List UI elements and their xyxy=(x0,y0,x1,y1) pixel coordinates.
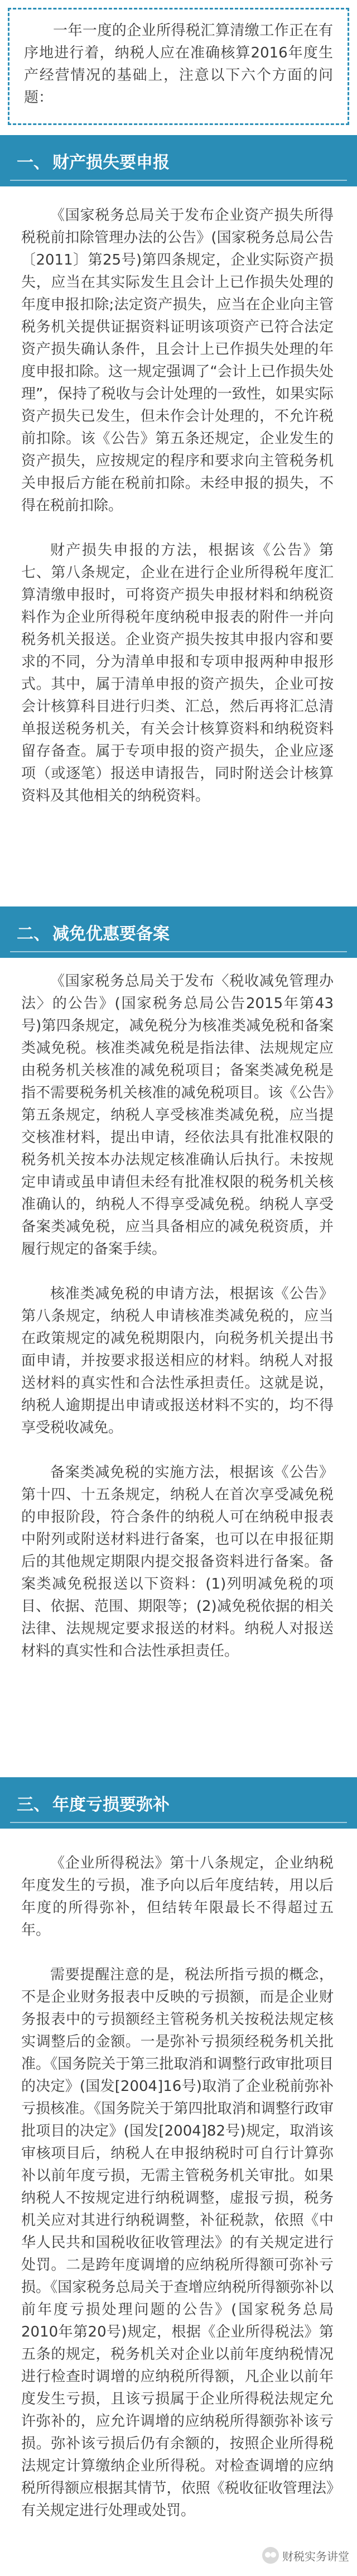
wechat-logo-icon xyxy=(262,2547,279,2564)
section-body-tax-relief xyxy=(21,970,334,1662)
section-number: 二、 xyxy=(17,924,50,944)
paragraph: 需要提醒注意的是，税法所指亏损的概念，不是企业财务报表中反映的亏损额，而是企业财务报表中的亏损额经主管税务机关按税法规定核实调整后的金额。一是弥补亏损须经税务机关批准。《国务院关于第三批取消和调整行政审批项目的决定》(国发[2004]16号)取消了企业税前弥补亏损核准。《国务院关于第四批取消和调整行政审批项目的决定》(国发[2004]82号)规定，取消该审核项目后，纳税人在申报纳税时可自行计算弥补以前年度亏损，无需主管税务机关审批。如果纳税人不按规定进行纳税调整，虚报亏损，税务机关应对其进行纳税调整，补征税款，依照《中华人民共和国税收征收管理法》的有关规定进行处罚。二是跨年度调增的应纳税所得额可弥补亏损。《国家税务总局关于查增应纳税所得额弥补以前年度亏损处理问题的公告》(国家税务总局2010年第20号)规定，根据《企业所得税法》第五条的规定，税务机关对企业以前年度纳税情况进行检查时调增的应纳税所得额，凡企业以前年度发生亏损，且该亏损属于企业所得税法规定允许弥补的，应允许调增的应纳税所得额弥补该亏损。弥补该亏损后仍有余额的，按照企业所得税法规定计算缴纳企业所得税。对检查调增的应纳税所得额应根据其情节，依照《税收征收管理法》有关规定进行处理或处罚。 xyxy=(21,1966,334,2519)
paragraph: 财产损失申报的方法，根据该《公告》第七、第八条规定，企业在进行企业所得税年度汇算清缴申报时，可将资产损失申报材料和纳税资料作为企业所得税年度纳税申报表的附件一并向税务机关报送。企业资产损失按其申报内容和要求的不同，分为清单申报和专项申报两种申报形式。其中，属于清单申报的资产损失，企业可按会计核算科目进行归类、汇总，然后再将汇总清单报送税务机关，有关会计核算资料和纳税资料留存备查。属于专项申报的资产损失，企业应逐项（或逐笔）报送申请报告，同时附送会计核算资料及其他相关的纳税资料。 xyxy=(21,542,334,804)
paragraph: 备案类减免税的实施方法，根据该《公告》第十四、十五条规定，纳税人在首次享受减免税的申报阶段，符合条件的纳税人可在纳税申报表中附列或附送材料进行备案，也可以在申报征期后的其他规定期限内提交报备资料进行备案。备案类减免税报送以下资料：(1)列明减免税的项目、依据、范围、期限等；(2)减免税依据的相关法律、法规规定要求报送的材料。纳税人对报送材料的真实性和合法性承担责任。 xyxy=(21,1464,334,1659)
section-title: 财产损失要申报 xyxy=(52,153,170,172)
section-body-loss-carryforward xyxy=(21,1852,334,2522)
section-header-tax-relief xyxy=(0,906,357,958)
section-header-property-loss xyxy=(0,135,357,186)
intro-text: 一年一度的企业所得税汇算清缴工作正在有序地进行着，纳税人应在准确核算2016年度生产经营情况的基础上，注意以下六个方面的问题： xyxy=(24,22,333,106)
paragraph: 核准类减免税的申请方法，根据该《公告》第八条规定，纳税人申请核准类减免税的，应当在政策规定的减免税期限内，向税务机关提出书面申请，并按要求报送相应的材料。纳税人对报送材料的真实性和合法性承担责任。这就是说，纳税人逾期提出申请或报送材料不实的，均不得享受税收减免。 xyxy=(21,1285,334,1436)
intro-box xyxy=(8,8,349,125)
paragraph: 《国家税务总局关于发布企业资产损失所得税税前扣除管理办法的公告》(国家税务总局公告〔2011〕第25号)第四条规定，企业实际资产损失，应当在其实际发生且会计上已作损失处理的年度申报扣除;法定资产损失，应当在企业向主管税务机关提供证据资料证明该项资产已符合法定资产损失确认条件，且会计上已作损失处理的年度申报扣除。这一规定强调了“会计上已作损失处理”，保持了税收与会计处理的一致性，如果实际资产损失已发生，但未作会计处理的，不允许税前扣除。该《公告》第五条还规定，企业发生的资产损失，应按规定的程序和要求向主管税务机关申报后方能在税前扣除。未经申报的损失，不得在税前扣除。 xyxy=(21,207,334,514)
watermark-text: 财税实务讲堂 xyxy=(282,2549,349,2563)
section-title: 年度亏损要弥补 xyxy=(52,1795,170,1815)
section-number: 三、 xyxy=(17,1795,50,1815)
paragraph: 《国家税务总局关于发布〈税收减免管理办法〉的公告》(国家税务总局公告2015年第43号)第四条规定，减免税分为核准类减免税和备案类减免税。核准类减免税是指法律、法规规定应由税务机关核准的减免税项目；备案类减免税是指不需要税务机关核准的减免税项目。该《公告》第五条规定，纳税人享受核准类减免税，应当提交核准材料，提出申请，经依法具有批准权限的税务机关按本办法规定核准确认后执行。未按规定申请或虽申请但未经有批准权限的税务机关核准确认的，纳税人不得享受减免税。纳税人享受备案类减免税，应当具备相应的减免税资质，并履行规定的备案手续。 xyxy=(21,973,334,1258)
section-header-loss-carryforward xyxy=(0,1777,357,1829)
watermark xyxy=(262,2544,349,2567)
section-body-property-loss xyxy=(21,204,334,807)
section-number: 一、 xyxy=(17,153,50,172)
paragraph: 《企业所得税法》第十八条规定，企业纳税年度发生的亏损，准予向以后年度结转，用以后年度的所得弥补，但结转年限最长不得超过五年。 xyxy=(21,1855,334,1939)
section-title: 减免优惠要备案 xyxy=(52,924,170,944)
